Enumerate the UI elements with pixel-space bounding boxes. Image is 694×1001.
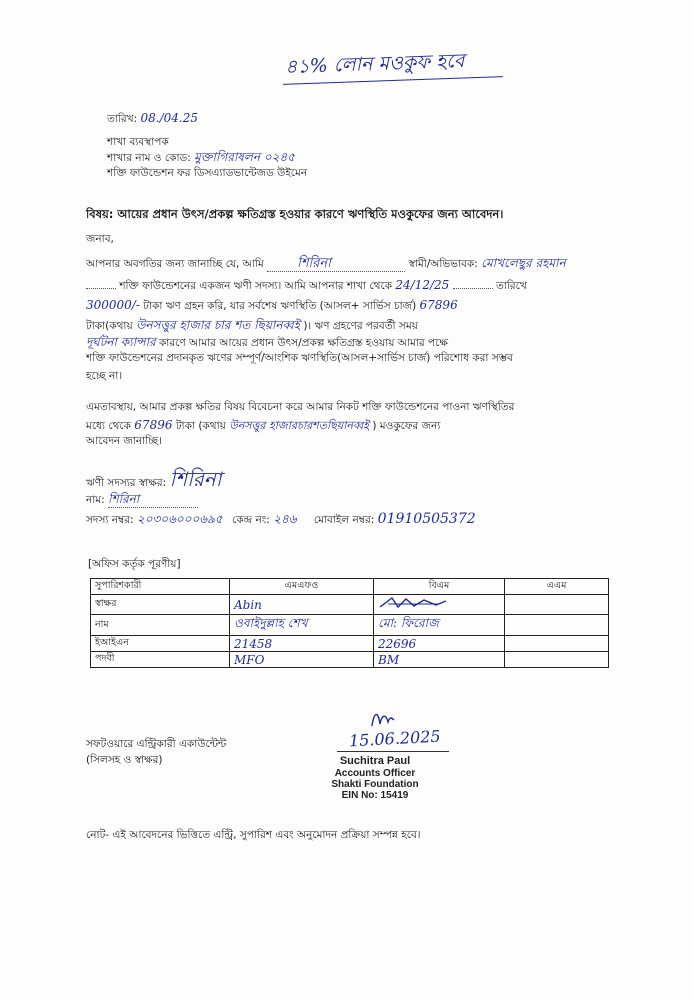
office-table — [90, 578, 609, 668]
accountant-label: সফটওয়ারে এন্ট্রিকারী একাউন্টেন্ট — [86, 738, 227, 750]
stamp-title: Accounts Officer — [334, 768, 416, 779]
text: তারিখে — [495, 280, 527, 292]
para2-line2 — [86, 418, 440, 433]
balance-amount: 67896 — [419, 298, 458, 312]
reason: দূর্ঘটনা ক্যান্সার — [86, 335, 156, 349]
row-label: পদবী — [91, 652, 230, 668]
bm-signature — [374, 595, 505, 615]
balance-words: উনসত্তুর হাজার চার শত ছিয়ানব্বই — [135, 318, 300, 332]
waive-amount: 67896 — [134, 418, 173, 432]
center-label: কেন্দ্র নং: — [232, 514, 270, 526]
waive-words: উনসত্তুর হাজারচারশতছিয়ানব্বই — [229, 419, 369, 432]
member-number-row — [86, 512, 476, 527]
mobile-no: 01910505372 — [377, 511, 476, 527]
member-signature: শিরিনা — [169, 467, 222, 491]
text: ) মওকুফের জন্য — [372, 420, 441, 432]
accountant-stamp — [330, 755, 420, 801]
text: আপনার অবগতির জন্য জানাচ্ছি যে, আমি — [86, 258, 264, 270]
salutation: জনাব, — [86, 233, 114, 245]
table-header: বিএম — [374, 579, 505, 595]
applicant-name-field — [267, 257, 405, 272]
text: কারণে আমার আয়ের প্রধান উৎস/প্রকল্প ক্ষতিগ্রস্ত হওয়ায় আমার পক্ষে — [158, 337, 448, 349]
loan-date: 24/12/25 — [395, 278, 450, 292]
text: )। ঋণ গ্রহণের পরবর্তী সময় — [303, 320, 418, 332]
mfo-designation: MFO — [230, 652, 374, 668]
date-label: তারিখ: — [107, 113, 138, 125]
para1-line6: শক্তি ফাউন্ডেশনের প্রদানকৃত ঋণের সম্পূর্ণ/আংশিক ঋণস্থিতি(আসল+সার্ভিস চার্জ) পরিশোধ করা সম্ভব — [86, 352, 513, 364]
para1-line5 — [86, 335, 448, 350]
header-note: ৪১% লোন মওকুফ হবে — [284, 49, 465, 79]
para1-line1 — [86, 256, 566, 272]
guardian-name: মোখলেছুর রহমান — [481, 256, 566, 270]
stamp-name: Suchitra Paul — [339, 755, 411, 767]
para1-line4 — [86, 318, 418, 333]
stamp-org: Shakti Foundation — [331, 779, 419, 790]
blank — [86, 288, 116, 289]
mfo-signature: Abin — [230, 595, 374, 615]
mobile-label: মোবাইল নম্বর: — [313, 514, 375, 526]
table-header-row — [91, 579, 609, 595]
branch-row — [107, 150, 295, 165]
para1-line7: হচ্ছে না। — [86, 370, 123, 382]
table-row — [91, 636, 609, 652]
table-header: এএম — [505, 579, 609, 595]
member-signature-row — [86, 467, 222, 491]
am-cell — [505, 652, 609, 668]
recipient-title: শাখা ব্যবস্থাপক — [107, 136, 169, 148]
text: টাকা ঋণ গ্রহন করি, যার সর্বশেষ ঋণস্থিতি (আসল+ সার্ভিস চার্জ) — [143, 300, 417, 312]
mfo-name: ওবাইদুল্লাহ শেখ — [230, 615, 374, 636]
bm-ein: 22696 — [374, 636, 505, 652]
footer-note: নোট- এই আবেদনের ভিত্তিতে এন্ট্রি, সুপারিশ এবং অনুমোদন প্রক্রিয়া সম্পন্ন হবে। — [86, 829, 421, 841]
para1-line2 — [86, 278, 527, 293]
signature-scribble-icon — [378, 595, 448, 611]
signature-underline — [337, 751, 449, 752]
text: স্বামী/অভিভাবক: — [408, 258, 478, 270]
row-label: ইআইএন — [91, 636, 230, 652]
branch-label: শাখার নাম ও কোড: — [107, 152, 191, 164]
table-row — [91, 595, 609, 615]
bm-name: মো: ফিরোজ — [374, 615, 505, 636]
table-header: সুপারিশকারী — [91, 579, 230, 595]
am-cell — [505, 595, 609, 615]
text: টাকা(কথায় — [86, 320, 133, 332]
am-cell — [505, 636, 609, 652]
member-name-field — [108, 492, 198, 508]
office-caption: [অফিস কর্তৃক পূরণীয়] — [88, 558, 181, 570]
para1-line3 — [86, 298, 458, 313]
org-name: শক্তি ফাউন্ডেশন ফর ডিসএ্যাডভান্টেজড উইমেন — [107, 167, 308, 179]
member-no-label: সদস্য নম্বর: — [86, 514, 134, 526]
center-no: ২৪৬ — [273, 512, 297, 526]
subject-line: বিষয়: আয়ের প্রধান উৎস/প্রকল্প ক্ষতিগ্রস্ত হওয়ার কারণে ঋণস্থিতি মওকুফের জন্য আবেদন। — [86, 207, 504, 221]
accountant-seal-note: (সিলসহ ও স্বাক্ষর) — [86, 754, 163, 766]
accountant-sign-date: 15.06.2025 — [348, 726, 442, 751]
branch-value: মুক্তাগিরাষলন ০২৪৫ — [194, 150, 296, 164]
name-label: নাম: — [86, 494, 105, 506]
signature-label: ঋণী সদস্যর স্বাক্ষর: — [86, 477, 167, 489]
stamp-ein: EIN No: 15419 — [341, 790, 409, 801]
row-label: স্বাক্ষর — [91, 595, 230, 615]
table-row — [91, 615, 609, 636]
text: মধ্যে থেকে — [86, 420, 131, 432]
date-value: 08./04.25 — [140, 111, 198, 125]
member-name-row — [86, 492, 198, 508]
member-name: শিরিনা — [108, 492, 140, 506]
table-row — [91, 652, 609, 668]
am-cell — [505, 615, 609, 636]
date-row — [107, 111, 198, 126]
para2-line3: আবেদন জানাচ্ছি। — [86, 435, 162, 447]
blank — [453, 288, 493, 289]
row-label: নাম — [91, 615, 230, 636]
member-no: ২০৩০৬০০০৬৯৫ — [136, 512, 223, 526]
text: শক্তি ফাউন্ডেশনের একজন ঋণী সদস্য। আমি আপনার শাখা থেকে — [119, 280, 393, 292]
applicant-name: শিরিনা — [297, 256, 331, 271]
table-header: এমএফও — [230, 579, 374, 595]
bm-designation: BM — [374, 652, 505, 668]
mfo-ein: 21458 — [230, 636, 374, 652]
loan-amount: 300000/- — [86, 298, 140, 312]
text: টাকা (কথায় — [175, 420, 226, 432]
para2-line1: এমতাবস্থায়, আমার প্রকল্প ক্ষতির বিষয় বিবেচনা করে আমার নিকট শক্তি ফাউন্ডেশনের পাওনা ঋণস্থিতির — [86, 401, 515, 413]
